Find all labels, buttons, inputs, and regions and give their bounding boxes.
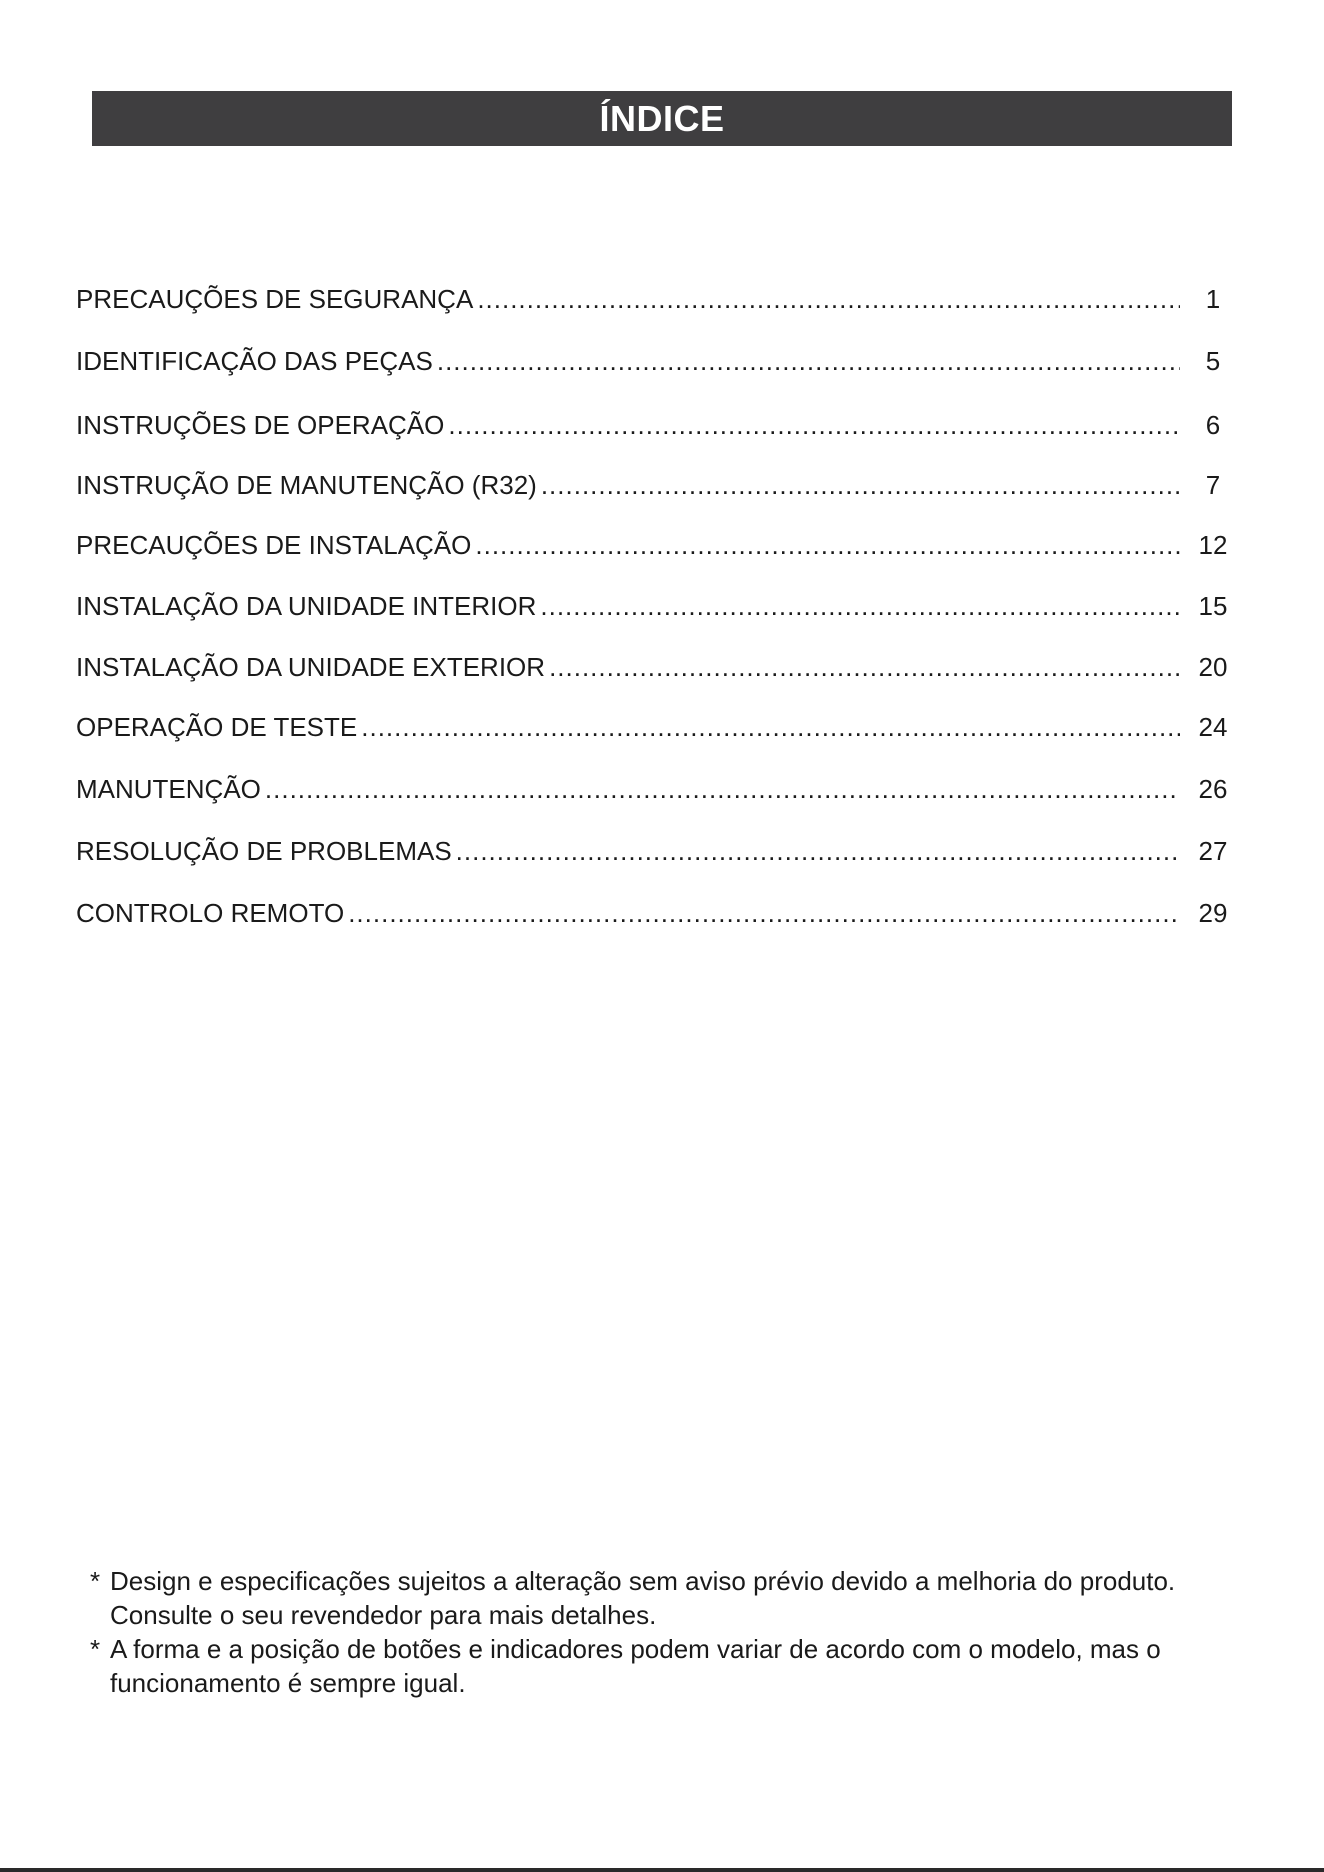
- toc-entry-page: 15: [1198, 591, 1228, 621]
- toc-leader-dots: [549, 652, 1180, 682]
- toc-entry-page: 1: [1205, 284, 1221, 314]
- toc-entry-page: 12: [1198, 530, 1228, 560]
- toc-entry-label: IDENTIFICAÇÃO DAS PEÇAS: [76, 346, 433, 376]
- toc-entry-label: OPERAÇÃO DE TESTE: [76, 712, 358, 742]
- toc-entry[interactable]: [76, 524, 1236, 560]
- toc-leader-dots: [437, 346, 1180, 376]
- toc-entry-label: CONTROLO REMOTO: [76, 898, 345, 928]
- toc-entry-page: 6: [1205, 410, 1221, 440]
- toc-entry[interactable]: [76, 646, 1236, 682]
- footnote: [90, 1632, 1240, 1700]
- toc-entry-page: 5: [1205, 346, 1221, 376]
- toc-entry[interactable]: [76, 278, 1236, 314]
- toc-entry-label: INSTALAÇÃO DA UNIDADE EXTERIOR: [76, 652, 546, 682]
- toc-leader-dots: [348, 898, 1180, 928]
- toc-entry[interactable]: [76, 585, 1236, 621]
- toc-entry[interactable]: [76, 464, 1236, 500]
- toc-entry[interactable]: [76, 706, 1236, 742]
- toc-entry-label: INSTRUÇÃO DE MANUTENÇÃO (R32): [76, 470, 537, 500]
- toc-leader-dots: [477, 284, 1180, 314]
- toc-entry[interactable]: [76, 768, 1236, 804]
- toc-leader-dots: [265, 774, 1180, 804]
- toc-entry-label: RESOLUÇÃO DE PROBLEMAS: [76, 836, 452, 866]
- toc-entry[interactable]: [76, 340, 1236, 376]
- footnote-asterisk: *: [90, 1634, 101, 1664]
- page-title: ÍNDICE: [599, 97, 725, 139]
- toc-leader-dots: [456, 836, 1180, 866]
- footnote-text: A forma e a posição de botões e indicadores podem variar de acordo com o modelo, mas o funcionamento é sempre igual.: [110, 1634, 1161, 1698]
- footnote: [90, 1564, 1240, 1632]
- toc-entry-page: 7: [1205, 470, 1221, 500]
- toc-entry-label: MANUTENÇÃO: [76, 774, 261, 804]
- footnote-asterisk: *: [90, 1566, 101, 1596]
- footnote-text: Design e especificações sujeitos a alteração sem aviso prévio devido a melhoria do produto. Consulte o seu revendedor para mais detalhes.: [110, 1566, 1176, 1630]
- bottom-divider: [0, 1868, 1324, 1872]
- toc-entry-page: 24: [1198, 712, 1228, 742]
- toc-entry-label: INSTALAÇÃO DA UNIDADE INTERIOR: [76, 591, 537, 621]
- toc-leader-dots: [361, 712, 1180, 742]
- toc-entry[interactable]: [76, 892, 1236, 928]
- toc-leader-dots: [448, 410, 1180, 440]
- title-bar: [92, 91, 1232, 146]
- toc-entry-label: PRECAUÇÕES DE SEGURANÇA: [76, 284, 474, 314]
- toc-entry-page: 20: [1198, 652, 1228, 682]
- toc-entry[interactable]: [76, 830, 1236, 866]
- toc-leader-dots: [475, 530, 1180, 560]
- toc-entry-label: PRECAUÇÕES DE INSTALAÇÃO: [76, 530, 472, 560]
- toc-entry-page: 27: [1198, 836, 1228, 866]
- toc-entry-page: 29: [1198, 898, 1228, 928]
- toc-leader-dots: [540, 591, 1180, 621]
- toc-leader-dots: [541, 470, 1180, 500]
- toc-entry[interactable]: [76, 404, 1236, 440]
- toc-entry-page: 26: [1198, 774, 1228, 804]
- toc-entry-label: INSTRUÇÕES DE OPERAÇÃO: [76, 410, 445, 440]
- footnotes: [90, 1564, 1240, 1700]
